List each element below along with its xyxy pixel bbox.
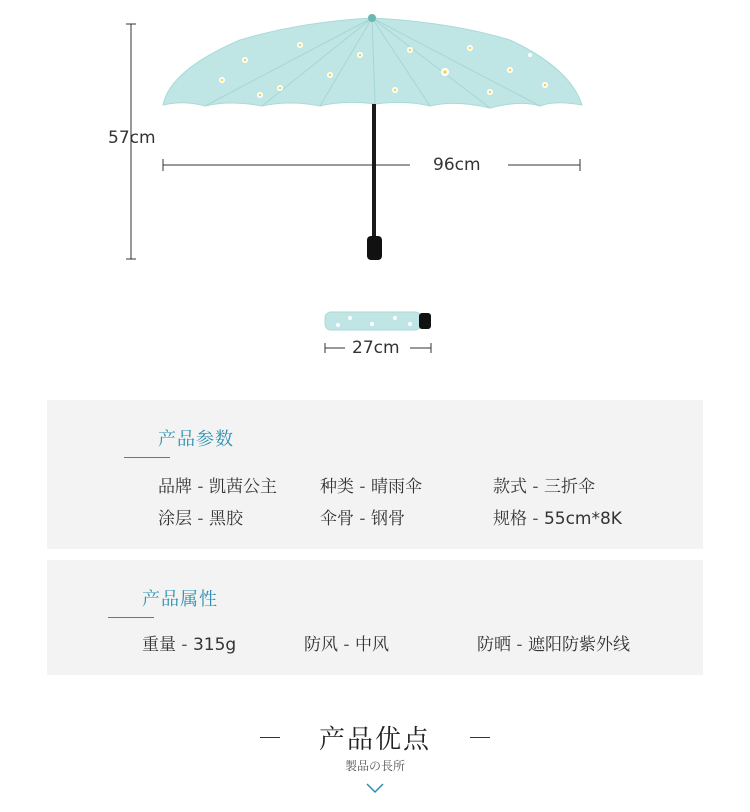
umbrella-canopy: [163, 14, 582, 108]
folded-label: 27cm: [352, 338, 400, 358]
width-label: 96cm: [433, 155, 481, 175]
height-label: 57cm: [108, 128, 156, 148]
advantages-title: 产品优点: [318, 725, 431, 755]
param-type: 种类 - 晴雨伞: [320, 477, 422, 497]
width-dimension: [163, 159, 580, 171]
chevron-down-icon: [366, 782, 384, 794]
params-underline: [124, 457, 170, 458]
attrs-underline: [108, 617, 154, 618]
folded-umbrella: [325, 312, 431, 330]
attr-weight: 重量 - 315g: [142, 635, 237, 655]
param-coating: 涂层 - 黑胶: [158, 509, 243, 529]
attrs-title: 产品属性: [142, 589, 218, 610]
param-ribs: 伞骨 - 钢骨: [320, 509, 405, 529]
params-title: 产品参数: [158, 429, 234, 450]
param-style: 款式 - 三折伞: [493, 477, 595, 497]
param-size: 规格 - 55cm*8K: [493, 509, 622, 529]
umbrella-illustration: [0, 0, 750, 380]
param-brand: 品牌 - 凯茜公主: [158, 477, 277, 497]
umbrella-shaft: [367, 104, 382, 260]
attr-sun: 防晒 - 遮阳防紫外线: [477, 635, 630, 655]
product-params-panel: [47, 400, 703, 549]
product-attrs-panel: [47, 560, 703, 675]
advantages-subtitle: 製品の長所: [344, 759, 405, 773]
attr-wind: 防风 - 中风: [304, 635, 389, 655]
